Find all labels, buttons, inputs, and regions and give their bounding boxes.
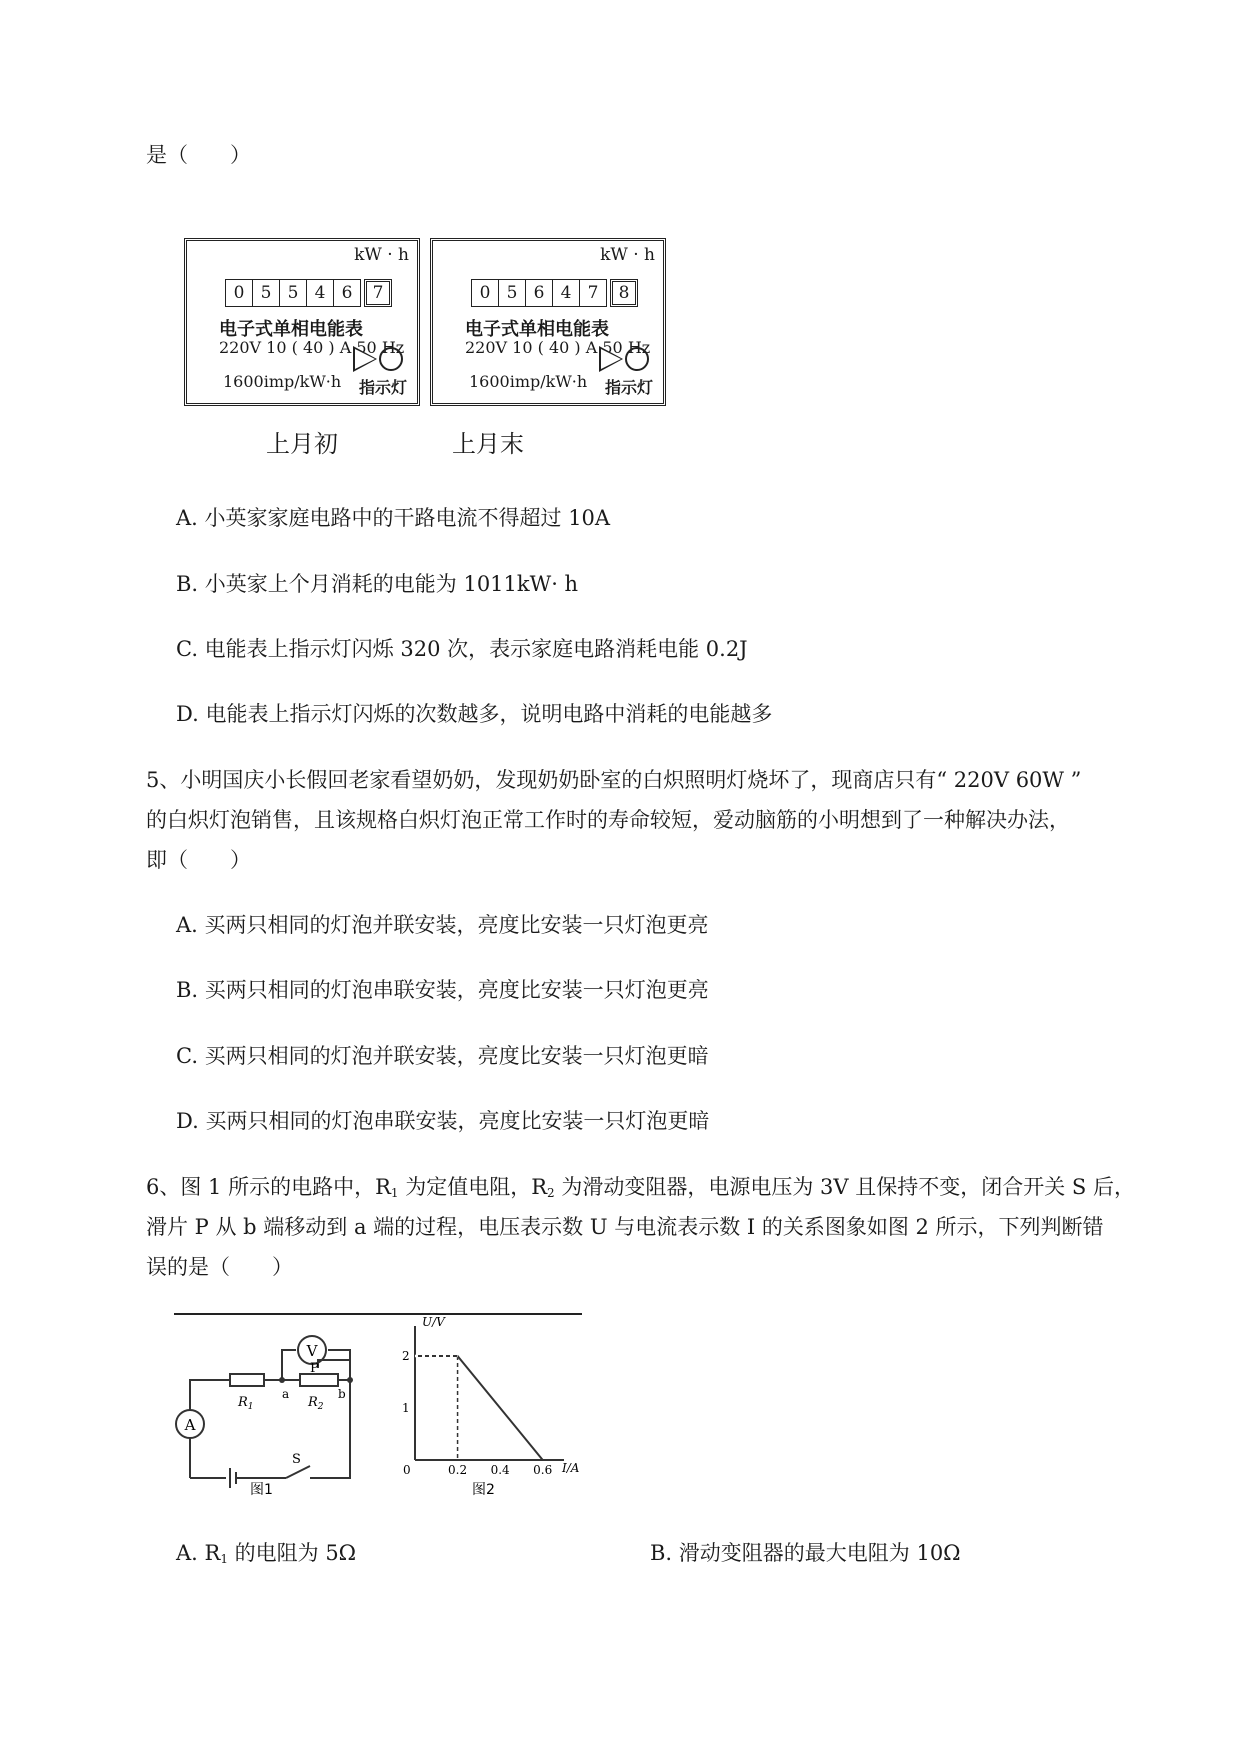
- subscript: 1: [390, 1186, 399, 1200]
- x-tick-label: 0.4: [490, 1463, 510, 1477]
- r2-resistor: [300, 1374, 338, 1386]
- meter-spec: 220V 10 ( 40 ) A 50 Hz: [219, 338, 405, 357]
- meter-spec: 220V 10 ( 40 ) A 50 Hz: [465, 338, 651, 357]
- q4-option-d: D. 电能表上指示灯闪烁的次数越多，说明电路中消耗的电能越多: [176, 702, 773, 726]
- switch-label: S: [292, 1452, 301, 1467]
- q5-option-a: A. 买两只相同的灯泡并联安装，亮度比安装一只灯泡更亮: [176, 913, 709, 937]
- q5-line1: 5、小明国庆小长假回老家看望奶奶，发现奶奶卧室的白炽照明灯烧坏了，现商店只有“ 220V 60W ”: [146, 768, 1082, 792]
- digit: 0: [225, 279, 253, 307]
- digit: 6: [525, 279, 553, 307]
- indicator-label: 指示灯: [604, 378, 653, 397]
- circuit-and-graph-figure: [170, 1310, 590, 1500]
- q6-line1: [146, 1172, 1135, 1208]
- switch-blade: [286, 1466, 310, 1478]
- q4-tail: 是（ ）: [146, 143, 251, 167]
- q6-text: 6、图 1 所示的电路中，R: [146, 1175, 391, 1199]
- meter-name: 电子式单相电能表: [219, 319, 363, 340]
- x-tick-label: 0.2: [448, 1463, 468, 1477]
- q6-text: 为定值电阻，R: [398, 1175, 548, 1199]
- origin-label: 0: [403, 1463, 411, 1477]
- q5-option-b: B. 买两只相同的灯泡串联安装，亮度比安装一只灯泡更亮: [176, 978, 709, 1002]
- digit: 5: [498, 279, 526, 307]
- indicator-triangle-inner: [355, 349, 375, 369]
- indicator-light-icon: [379, 347, 403, 371]
- q6-line2: 滑片 P 从 b 端移动到 a 端的过程，电压表示数 U 与电流表示数 I 的关系图象如图 2 所示，下列判断错: [146, 1215, 1104, 1239]
- ammeter-label: A: [184, 1416, 196, 1434]
- u-i-graph: [402, 1315, 580, 1477]
- x-tick-label: 0.6: [533, 1463, 553, 1477]
- meter-digits: [225, 279, 391, 307]
- q4-option-c: C. 电能表上指示灯闪烁 320 次，表示家庭电路消耗电能 0.2J: [176, 637, 748, 661]
- digit-decimal: 8: [610, 279, 638, 307]
- digit: 4: [552, 279, 580, 307]
- indicator-light-icon: [625, 347, 649, 371]
- r2-letter: R: [308, 1395, 318, 1410]
- meter-imp: 1600imp/kW·h: [469, 372, 588, 391]
- meter-name: 电子式单相电能表: [465, 319, 609, 340]
- meter-unit: kW · h: [600, 245, 655, 265]
- voltmeter-label: V: [306, 1342, 318, 1360]
- x-axis-label: I/A: [562, 1461, 580, 1475]
- q6-option-a-text: A. R: [176, 1541, 221, 1565]
- meter-imp: 1600imp/kW·h: [223, 372, 342, 391]
- q5-line3: 即（ ）: [146, 848, 251, 872]
- digit: 6: [333, 279, 361, 307]
- meter-right: [430, 238, 666, 406]
- node-a-dot: [279, 1377, 285, 1383]
- indicator-label: 指示灯: [358, 378, 407, 397]
- u-i-series-line: [415, 1356, 543, 1460]
- q4-option-b: B. 小英家上个月消耗的电能为 1011kW· h: [176, 572, 579, 596]
- meter-digits: [471, 279, 637, 307]
- subscript: 2: [547, 1186, 555, 1200]
- q5-option-c: C. 买两只相同的灯泡并联安装，亮度比安装一只灯泡更暗: [176, 1044, 709, 1068]
- fig2-label: 图2: [472, 1482, 495, 1498]
- digit-decimal: 7: [364, 279, 392, 307]
- r1-resistor: [230, 1374, 264, 1386]
- indicator-triangle-inner: [601, 349, 621, 369]
- r2-sub: 2: [317, 1402, 324, 1412]
- circuit-diagram: [176, 1336, 350, 1488]
- q6-option-a: [176, 1538, 356, 1574]
- q6-option-b: B. 滑动变阻器的最大电阻为 10Ω: [650, 1541, 961, 1565]
- q4-option-a: A. 小英家家庭电路中的干路电流不得超过 10A: [176, 506, 611, 530]
- digit: 5: [252, 279, 280, 307]
- r1-letter: R: [238, 1395, 248, 1410]
- y-axis-label: U/V: [422, 1315, 445, 1329]
- r1-label: [237, 1395, 254, 1412]
- digit: 5: [279, 279, 307, 307]
- y-tick-label: 1: [402, 1401, 410, 1415]
- digit: 4: [306, 279, 334, 307]
- y-tick-label: 2: [402, 1349, 410, 1363]
- node-b-dot: [347, 1377, 353, 1383]
- q5-option-d: D. 买两只相同的灯泡串联安装，亮度比安装一只灯泡更暗: [176, 1109, 710, 1133]
- q6-text: 为滑动变阻器，电源电压为 3V 且保持不变，闭合开关 S 后，: [554, 1175, 1135, 1199]
- fig1-label: 图1: [250, 1482, 273, 1498]
- r1-sub: 1: [247, 1402, 254, 1412]
- meter-right-caption: 上月末: [452, 430, 524, 458]
- q5-line2: 的白炽灯泡销售，且该规格白炽灯泡正常工作时的寿命较短，爱动脑筋的小明想到了一种解决办法，: [146, 808, 1070, 832]
- r2-label: [307, 1395, 324, 1412]
- node-b-label: b: [338, 1387, 346, 1401]
- q6-line3: 误的是（ ）: [146, 1255, 293, 1279]
- meter-unit: kW · h: [354, 245, 409, 265]
- node-a-label: a: [282, 1387, 290, 1401]
- slider-p-label: P: [310, 1361, 319, 1376]
- subscript: 1: [220, 1552, 228, 1566]
- digit: 7: [579, 279, 607, 307]
- meter-left: [184, 238, 420, 406]
- q6-option-a-text: 的电阻为 5Ω: [227, 1541, 357, 1565]
- meter-left-caption: 上月初: [266, 430, 338, 458]
- digit: 0: [471, 279, 499, 307]
